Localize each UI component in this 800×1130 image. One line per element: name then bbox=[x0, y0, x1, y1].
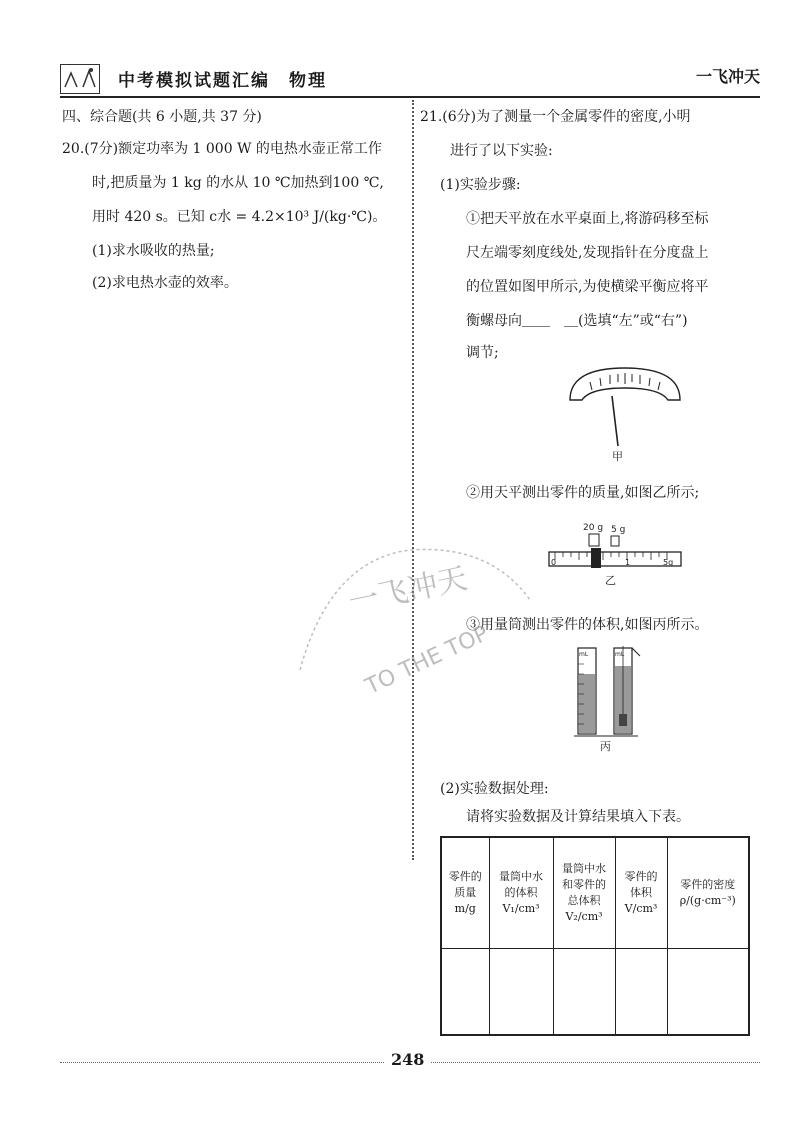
q21-line-2: 进行了以下实验: bbox=[450, 143, 553, 159]
section-title: 四、综合题(共 6 小题,共 37 分) bbox=[62, 109, 262, 125]
rider-scale bbox=[549, 552, 681, 566]
header-part-mass: 零件的 质量 m/g bbox=[441, 837, 489, 949]
weight-5g bbox=[611, 536, 619, 546]
data-table bbox=[440, 836, 750, 1036]
answer-cell-water-volume[interactable] bbox=[489, 949, 553, 1036]
q20-line-1: 20.(7分)额定功率为 1 000 W 的电热水壶正常工作 bbox=[62, 141, 382, 157]
watermark-text-cn: 一飞冲天 bbox=[345, 561, 471, 621]
q21-step1-line-1: ①把天平放在水平桌面上,将游码移至标 bbox=[466, 211, 709, 227]
cylinder-2-unit: mL bbox=[615, 651, 625, 658]
cylinder-water-only bbox=[578, 648, 596, 734]
cylinder-1-unit: mL bbox=[579, 651, 589, 658]
page-number: 248 bbox=[385, 1050, 430, 1069]
scale-5g-label: 5g bbox=[663, 558, 674, 567]
table-answer-row bbox=[441, 949, 749, 1036]
q21-step1-line-3: 的位置如图甲所示,为使横梁平衡应将平 bbox=[466, 279, 709, 295]
q21-step1-line-5: 调节; bbox=[466, 345, 499, 361]
figure-c-label: 丙 bbox=[600, 740, 611, 753]
header-rule bbox=[60, 96, 760, 98]
weight-20g bbox=[589, 534, 599, 546]
figure-b-mass-reading bbox=[545, 518, 685, 590]
q21-step3: ③用量筒测出零件的体积,如图丙所示。 bbox=[466, 617, 709, 633]
header-total-volume: 量筒中水 和零件的 总体积 V₂/cm³ bbox=[553, 837, 615, 949]
table-header-row bbox=[441, 837, 749, 949]
header-part-volume: 零件的 体积 V/cm³ bbox=[615, 837, 667, 949]
answer-cell-mass[interactable] bbox=[441, 949, 489, 1036]
q21-data-instruction: 请将实验数据及计算结果填入下表。 bbox=[466, 809, 690, 825]
answer-cell-density[interactable] bbox=[667, 949, 749, 1036]
brand-name: 一飞冲天 bbox=[695, 67, 760, 86]
header-water-volume: 量筒中水 的体积 V₁/cm³ bbox=[489, 837, 553, 949]
figure-a-label: 甲 bbox=[612, 450, 623, 463]
q21-steps-title: (1)实验步骤: bbox=[440, 177, 521, 193]
answer-cell-total-volume[interactable] bbox=[553, 949, 615, 1036]
pointer-needle bbox=[612, 396, 618, 446]
q21-data-title: (2)实验数据处理: bbox=[440, 781, 549, 797]
scale-1-label: 1 bbox=[625, 558, 631, 567]
cylinder-water-and-part bbox=[614, 646, 640, 734]
figure-c-cylinders bbox=[570, 644, 650, 756]
weight-20g-label: 20 g bbox=[583, 523, 604, 533]
figure-a-balance-dial bbox=[560, 360, 690, 465]
publisher-logo-icon bbox=[60, 64, 100, 94]
q20-line-3: 用时 420 s。已知 c水 = 4.2×10³ J/(kg·℃)。 bbox=[92, 209, 387, 225]
q21-line-1: 21.(6分)为了测量一个金属零件的密度,小明 bbox=[420, 109, 691, 125]
running-header bbox=[60, 62, 440, 96]
book-title: 中考模拟试题汇编 物理 bbox=[118, 71, 327, 91]
q20-subquestion-2: (2)求电热水壶的效率。 bbox=[92, 275, 238, 291]
q21-step1-line-4: 衡螺母向＿＿ ＿(选填“左”或“右”) bbox=[466, 313, 688, 329]
q21-step2: ②用天平测出零件的质量,如图乙所示; bbox=[466, 485, 700, 501]
watermark-text-en: TO THE TOP bbox=[361, 621, 493, 700]
header-part-density: 零件的密度 ρ/(g·cm⁻³) bbox=[667, 837, 749, 949]
figure-b-label: 乙 bbox=[605, 574, 616, 587]
rider bbox=[591, 548, 601, 568]
q20-line-2: 时,把质量为 1 kg 的水从 10 ℃加热到100 ℃, bbox=[92, 175, 384, 191]
scale-0-label: 0 bbox=[551, 558, 557, 567]
q20-subquestion-1: (1)求水吸收的热量; bbox=[92, 243, 215, 259]
column-divider bbox=[412, 100, 414, 860]
q21-step1-line-2: 尺左端零刻度线处,发现指针在分度盘上 bbox=[466, 245, 709, 261]
watermark-stamp bbox=[290, 520, 550, 720]
answer-cell-part-volume[interactable] bbox=[615, 949, 667, 1036]
weight-5g-label: 5 g bbox=[611, 525, 626, 535]
